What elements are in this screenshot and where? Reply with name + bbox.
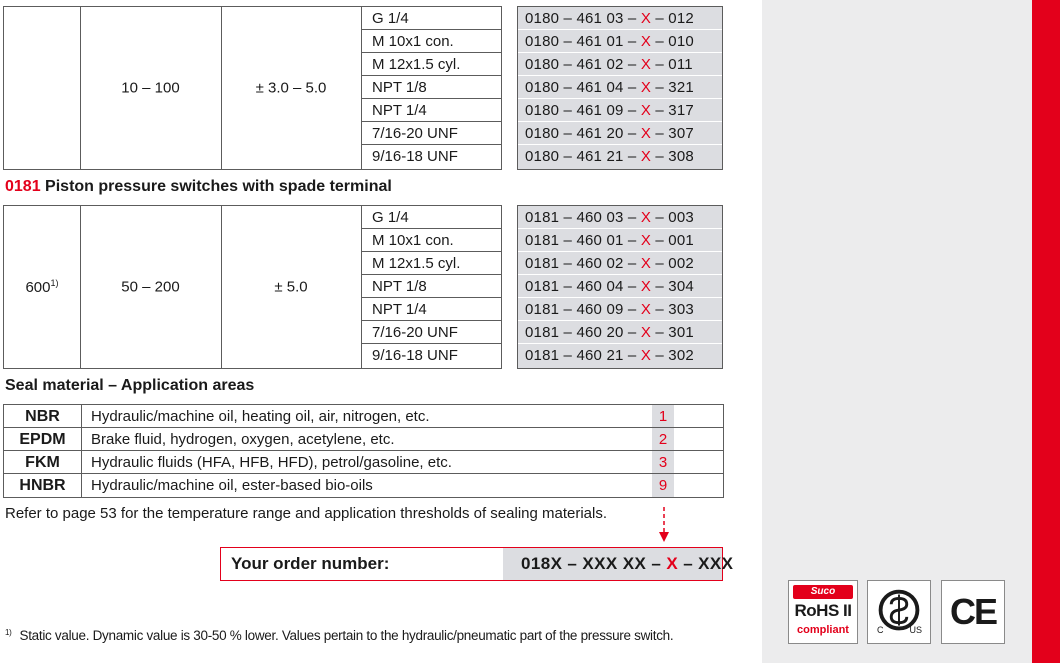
ce-mark: CE [949, 591, 996, 632]
order-code [518, 53, 722, 76]
tolerance: ± 3.0 – 5.0 [255, 79, 327, 97]
thread-item: M 12x1.5 cyl. [361, 53, 501, 76]
thread-item: G 1/4 [361, 7, 501, 30]
section-heading-0181 [5, 178, 392, 196]
codes-0181 [517, 205, 723, 369]
code-seal-x: X [640, 10, 652, 27]
code-suffix: – 003 [651, 209, 694, 226]
code-suffix: – 001 [651, 232, 694, 249]
code-suffix: – 302 [651, 347, 694, 364]
side-red-bar [1032, 0, 1060, 663]
seal-code: 2 [652, 428, 674, 450]
code-prefix: 0180 – 461 03 – [525, 10, 641, 27]
max-pressure-cell [4, 206, 81, 368]
csa-us: US [909, 625, 922, 635]
section-number: 0181 [5, 178, 41, 195]
thread-item: 9/16-18 UNF [372, 347, 458, 364]
order-code [518, 229, 722, 252]
rohs-sub: compliant [797, 624, 849, 636]
code-suffix: – 303 [651, 301, 694, 318]
thread-item: G 1/4 [361, 206, 501, 229]
code-seal-x: X [640, 148, 652, 165]
max-pressure-value: 600 [25, 279, 51, 296]
table-0180 [3, 6, 502, 170]
thread-item: NPT 1/4 [361, 298, 501, 321]
order-code [518, 206, 722, 229]
rohs-brand: Suco [810, 586, 836, 597]
seal-row [4, 405, 723, 428]
pressure-range-cell [80, 206, 222, 368]
order-code [518, 145, 722, 168]
order-label: Your order number: [231, 554, 390, 573]
seal-abbr: HNBR [4, 474, 82, 497]
code-prefix: 0180 – 461 21 – [525, 148, 641, 165]
order-code [518, 99, 722, 122]
seal-desc: Hydraulic/machine oil, heating oil, air, nitrogen, etc. [91, 408, 430, 425]
pressure-range-cell [80, 7, 222, 169]
pressure-range: 10 – 100 [121, 79, 180, 97]
code-prefix: 0181 – 460 21 – [525, 347, 641, 364]
code-prefix: 0181 – 460 09 – [525, 301, 641, 318]
code-seal-x: X [640, 102, 652, 119]
order-code [518, 275, 722, 298]
code-seal-x: X [640, 255, 652, 272]
csa-c: C [877, 625, 884, 635]
order-seal-x: X [666, 554, 679, 573]
order-suffix: – XXX [678, 554, 734, 573]
code-prefix: 0181 – 460 04 – [525, 278, 641, 295]
seal-desc: Hydraulic fluids (HFA, HFB, HFD), petrol/gasoline, etc. [91, 454, 452, 471]
code-prefix: 0180 – 461 02 – [525, 56, 641, 73]
pressure-range: 50 – 200 [121, 278, 180, 296]
code-seal-x: X [640, 232, 652, 249]
order-code [518, 252, 722, 275]
code-suffix: – 012 [651, 10, 694, 27]
seal-row [4, 451, 723, 474]
code-suffix: – 011 [651, 56, 693, 73]
seal-table [3, 404, 724, 498]
order-code [518, 7, 722, 30]
seal-note: Refer to page 53 for the temperature range and application thresholds of sealing materials. [5, 505, 608, 522]
tolerance-cell [221, 7, 362, 169]
code-seal-x: X [640, 324, 652, 341]
max-pressure [4, 278, 80, 296]
code-suffix: – 301 [651, 324, 694, 341]
order-code [518, 122, 722, 145]
table-0181 [3, 205, 502, 369]
code-prefix: 0181 – 460 03 – [525, 209, 641, 226]
code-prefix: 0180 – 461 04 – [525, 79, 641, 96]
thread-list [361, 206, 501, 368]
order-number-box [220, 547, 734, 581]
thread-item: M 10x1 con. [361, 229, 501, 252]
thread-item: 7/16-20 UNF [361, 321, 501, 344]
seal-code: 3 [652, 451, 674, 473]
order-code [518, 30, 722, 53]
code-suffix: – 317 [651, 102, 694, 119]
footnote [5, 628, 673, 643]
code-prefix: 0181 – 460 20 – [525, 324, 641, 341]
code-suffix: – 308 [651, 148, 694, 165]
side-gray-panel [762, 0, 1032, 663]
codes-0180 [517, 6, 723, 170]
arrow-down-icon [659, 507, 669, 543]
order-code [518, 344, 722, 367]
code-suffix: – 307 [651, 125, 694, 142]
code-prefix: 0180 – 461 09 – [525, 102, 641, 119]
code-suffix: – 304 [651, 278, 694, 295]
tolerance-cell [221, 206, 362, 368]
code-seal-x: X [640, 125, 652, 142]
order-prefix: 018X – XXX XX – [521, 554, 667, 573]
seal-abbr: NBR [4, 405, 82, 427]
thread-item: NPT 1/4 [361, 99, 501, 122]
order-value [503, 548, 734, 580]
seal-row [4, 428, 723, 451]
order-code [518, 298, 722, 321]
ce-badge [941, 580, 1005, 644]
code-prefix: 0180 – 461 20 – [525, 125, 641, 142]
footnote-text: Static value. Dynamic value is 30-50 % lower. Values pertain to the hydraulic/pneumatic part of the pressure switch. [19, 628, 674, 643]
thread-item: 9/16-18 UNF [372, 148, 458, 165]
thread-item: M 12x1.5 cyl. [361, 252, 501, 275]
code-suffix: – 002 [651, 255, 694, 272]
code-seal-x: X [640, 278, 652, 295]
seal-row [4, 474, 723, 497]
code-seal-x: X [640, 347, 652, 364]
code-seal-x: X [640, 56, 652, 73]
code-seal-x: X [640, 33, 652, 50]
seal-code: 9 [652, 474, 674, 497]
rohs-title: RoHS II [794, 601, 852, 620]
seal-desc: Hydraulic/machine oil, ester-based bio-oils [91, 477, 373, 494]
thread-item: NPT 1/8 [361, 275, 501, 298]
footnote-marker: 1) [5, 628, 12, 637]
thread-item: 7/16-20 UNF [361, 122, 501, 145]
order-code [518, 321, 722, 344]
seal-abbr: FKM [4, 451, 82, 473]
thread-item: M 10x1 con. [361, 30, 501, 53]
code-suffix: – 321 [651, 79, 694, 96]
csa-badge [867, 580, 931, 644]
seal-abbr: EPDM [4, 428, 82, 450]
thread-item: NPT 1/8 [361, 76, 501, 99]
seal-heading: Seal material – Application areas [5, 377, 255, 394]
code-suffix: – 010 [651, 33, 694, 50]
max-pressure-cell [4, 7, 81, 169]
order-code [518, 76, 722, 99]
code-seal-x: X [640, 79, 652, 96]
rohs-badge [788, 580, 858, 644]
code-seal-x: X [640, 301, 652, 318]
code-prefix: 0180 – 461 01 – [525, 33, 641, 50]
code-prefix: 0181 – 460 01 – [525, 232, 641, 249]
code-seal-x: X [640, 209, 652, 226]
seal-desc: Brake fluid, hydrogen, oxygen, acetylene, etc. [91, 431, 395, 448]
thread-list [361, 7, 501, 169]
section-title: Piston pressure switches with spade terminal [45, 178, 392, 195]
footnote-marker: 1) [50, 278, 59, 288]
tolerance: ± 5.0 [274, 278, 308, 296]
code-prefix: 0181 – 460 02 – [525, 255, 641, 272]
seal-code: 1 [652, 405, 674, 427]
